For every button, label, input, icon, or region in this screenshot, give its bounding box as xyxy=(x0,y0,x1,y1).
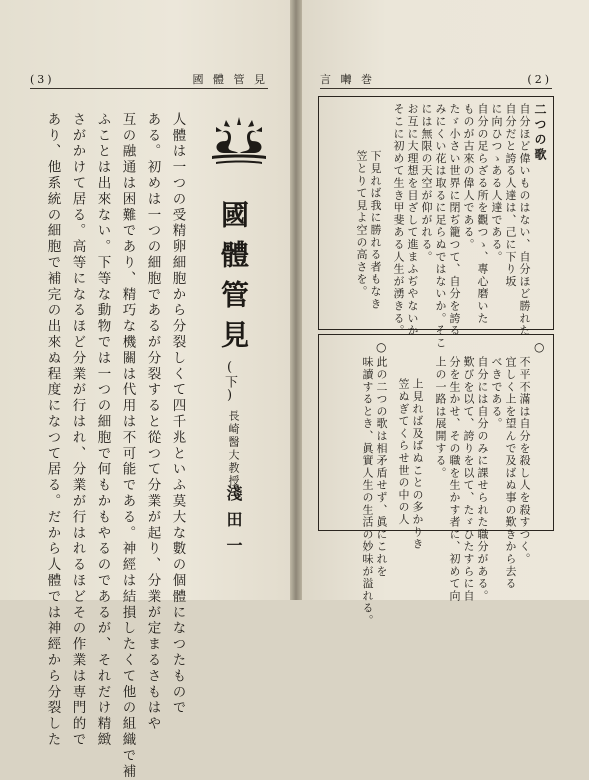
right-running-title: 言 囀 巻 xyxy=(320,73,375,86)
poem-line: 不平不滿は自分を殺し人を殺すつく。 xyxy=(518,356,531,566)
poem-line: 自分には自分のみに課せられた職分がある。 xyxy=(476,356,489,602)
author-affiliation: 長崎醫大教授 xyxy=(227,410,240,488)
left-running-title: 國 體 管 見 xyxy=(192,73,268,86)
section-mark: ○ xyxy=(534,340,545,354)
poem-line: 宜しく上を望んで及ばぬ事の歎きから去る xyxy=(504,356,517,590)
section-mark: ○ xyxy=(376,340,387,354)
poem-line: に向ひつゝある人達である。 xyxy=(490,103,503,263)
poem-line: たゞ小さい世界に閉ぢ籠つて、自分を誇る xyxy=(448,103,461,337)
article-title: 國體管見 xyxy=(217,200,250,360)
swan-emblem-icon xyxy=(206,115,272,170)
author-name: 淺田一 xyxy=(224,485,243,563)
body-column: 互の融通は困難であり、精巧な機關は代用は不可能である。神經は結損したくて他の組織で補 xyxy=(119,112,136,780)
poem-title: 二つの歌 xyxy=(533,103,547,163)
left-page-number: (3) xyxy=(30,72,55,86)
poem-line: ものが古來の偉人である。 xyxy=(462,103,475,251)
poem-line: 自分の足らざる所を觀つゝ、專心磨いた xyxy=(476,103,489,325)
article-subtitle: (下) xyxy=(222,360,237,403)
poem-line: 歎びを以て、誇りを以て、たゞひたすらに自 xyxy=(462,356,475,602)
poem-line: 上の一路は展開する。 xyxy=(434,356,447,479)
poem-line: 自分ほど偉いものはない、自分ほど勝れた xyxy=(518,103,531,337)
poem-line: みにくい花は取るに足らぬではないか。そこ xyxy=(434,103,447,349)
poem-line: そこに初めて生き甲斐ある人生が湧きる。 xyxy=(392,103,405,337)
poem-verse: 下見れば我に勝れる者もなき xyxy=(369,150,382,310)
poem-line: には無限の天空が仰がれる。 xyxy=(420,103,433,263)
body-column: 人體は一つの受精卵細胞から分裂しくて四千兆といふ莫大な數の個體になつたもので xyxy=(169,112,186,717)
body-column: ある。初めは一つの細胞であるが分裂すると從つて分業が起り、分業が定まるさもはや xyxy=(144,112,161,733)
poem-verse: 笠とりて見よ空の高さを。 xyxy=(355,150,368,298)
poem-line: 此の二つの歌は相矛盾せず、眞にこれを xyxy=(375,356,388,578)
poem-line: べきである。 xyxy=(490,356,503,430)
poem-line: 自分だと誇る人達は、己に下り坂 xyxy=(504,103,517,288)
poem-verse: 上見れば及ばぬことの多かりき xyxy=(411,378,424,551)
poem-verse: 笠ぬぎてくらせ世の中の人 xyxy=(397,378,410,526)
poem-line: 味讀するとき、眞實人生の生活の妙味が溢れる。 xyxy=(361,356,374,627)
body-column: あり、他系統の細胞で補完の出來ぬ程度になつて居る。だから人體では神經から分裂した xyxy=(44,112,61,748)
body-column: ふことは出來ない。下等な動物では一つの細胞で何もかもやるのであるが、それだけ精緻 xyxy=(94,112,111,748)
book-gutter xyxy=(290,0,302,600)
right-page-header xyxy=(320,70,552,89)
left-page-header xyxy=(30,70,268,89)
right-page-number: (2) xyxy=(527,72,552,86)
poem-line: お互に大理想を目ざして進まふぢやないか xyxy=(406,103,419,337)
poem-line: 分を生かせ、その職を生かす者に、初めて向 xyxy=(448,356,461,602)
body-column: さがかけて居る。高等になるほど分業が行はれ、分業が行はれるほどその作業は専門的で xyxy=(69,112,86,748)
